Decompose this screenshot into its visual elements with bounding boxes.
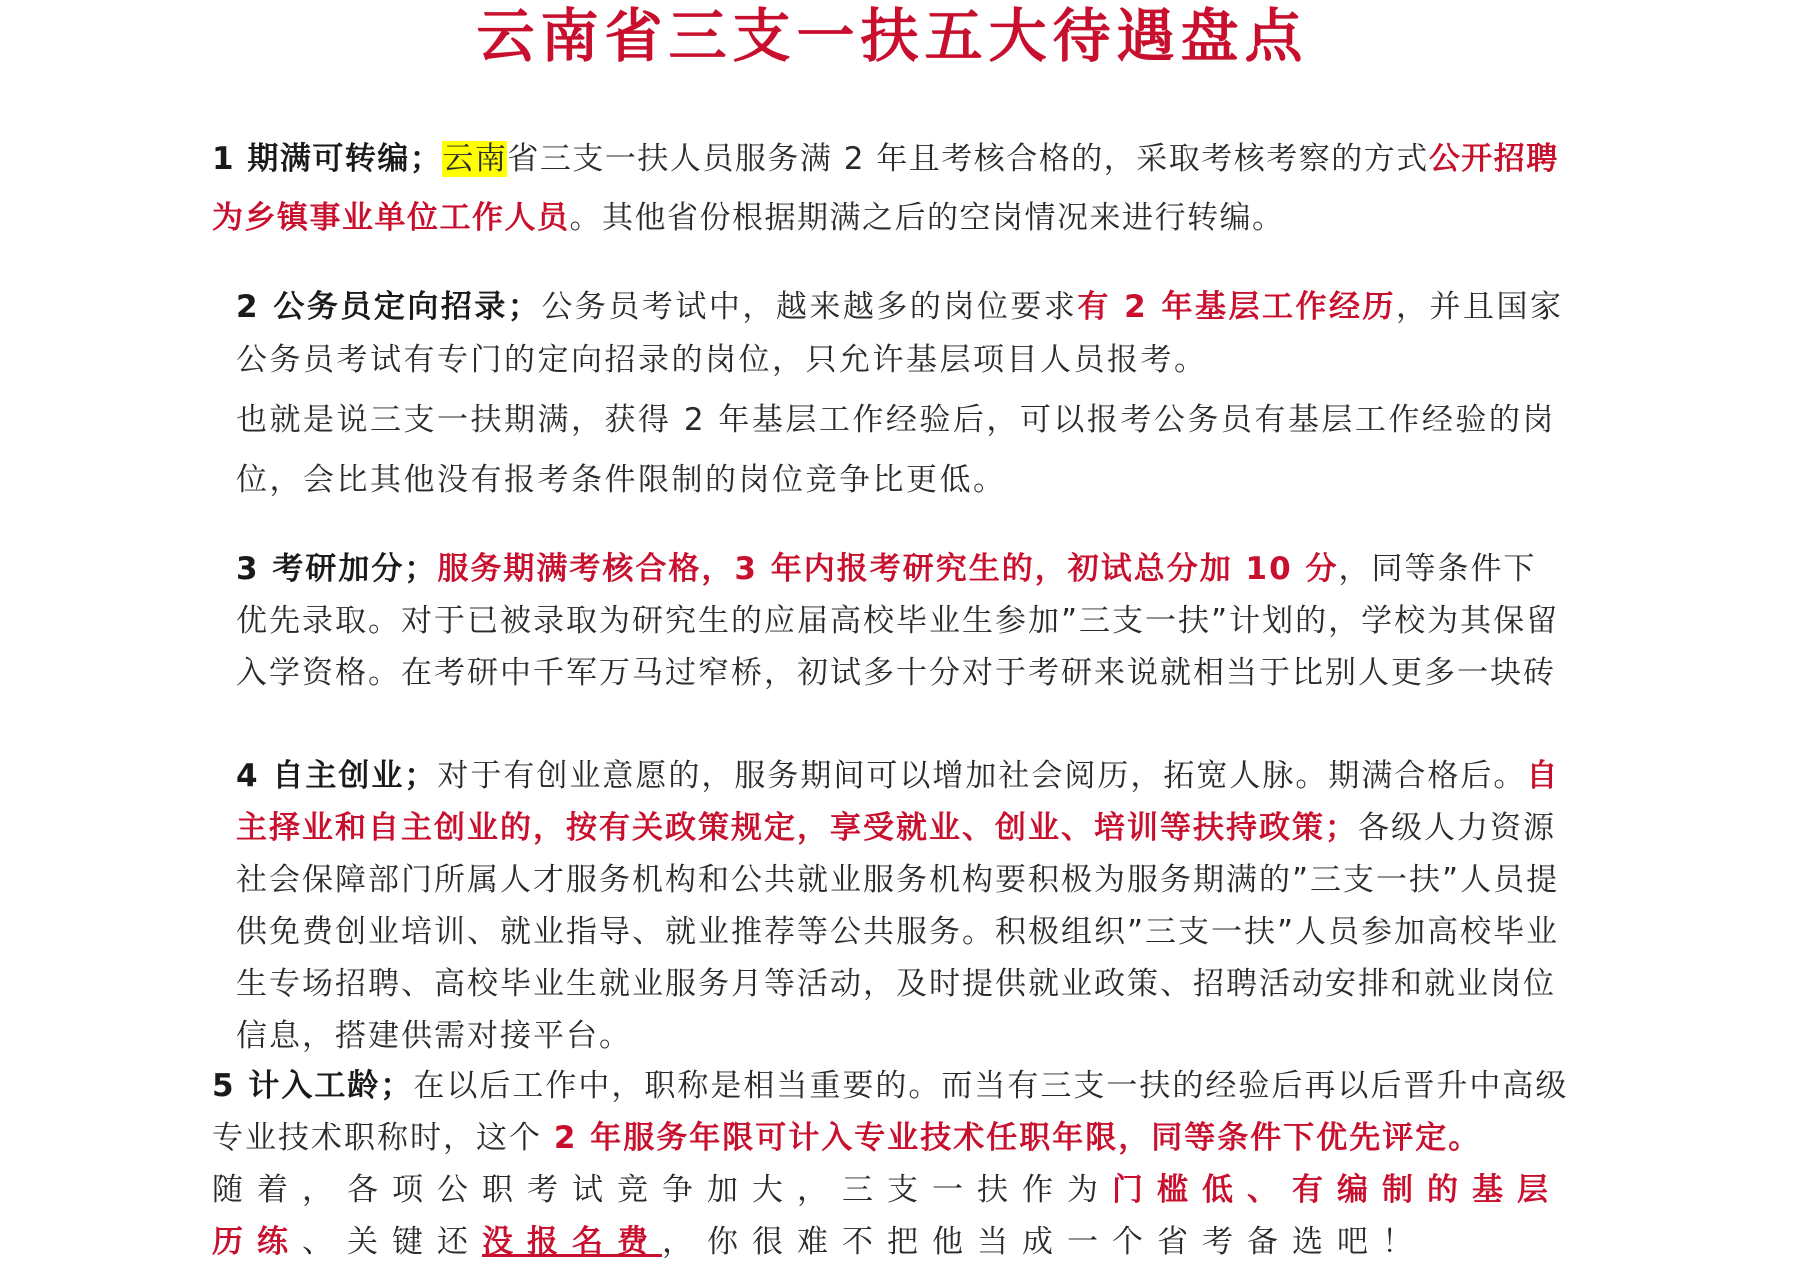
item-5-lead: 5 计入工龄； (212, 1068, 414, 1104)
item-1-text-2: 。其他省份根据期满之后的空岗情况来进行转编。 (569, 200, 1285, 236)
item-2-text-2: ，并且国家公务员考试有专门的定向招录的岗位，只允许基层项目人员报考。 (236, 289, 1564, 378)
item-2-red: 有 2 年基层工作经历 (1077, 289, 1397, 325)
item-1-text: 省三支一扶人员服务满 2 年且考核合格的，采取考核考察的方式 (507, 141, 1429, 177)
closing-red-underline: 没报名费 (482, 1224, 662, 1260)
page-title: 云南省三支一扶五大待遇盘点 (476, 2, 1309, 70)
item-1-red: 公开招聘为乡镇事业单位工作人员 (212, 141, 1559, 236)
item-5 (212, 1060, 1592, 1164)
closing-text-2: 、关键还 (302, 1224, 482, 1260)
item-1 (212, 130, 1562, 248)
item-1-highlight: 云南 (442, 141, 508, 177)
item-4-text: 对于有创业意愿的，服务期间可以增加社会阅历，拓宽人脉。期满合格后。 (437, 758, 1527, 794)
closing-text: 随着，各项公职考试竞争加大，三支一扶作为 (212, 1172, 1112, 1208)
item-2 (236, 281, 1566, 387)
item-3 (236, 543, 1566, 699)
item-3-red: 服务期满考核合格，3 年内报考研究生的，初试总分加 10 分 (437, 551, 1339, 587)
item-4 (236, 750, 1566, 1062)
closing-red: 门槛低、有编制的基层历练 (212, 1172, 1562, 1260)
item-1-lead: 1 期满可转编； (212, 141, 443, 177)
item-4-red: 自主择业和自主创业的，按有关政策规定，享受就业、创业、培训等扶持政策； (236, 758, 1560, 846)
item-2-text: 公务员考试中，越来越多的岗位要求 (541, 289, 1078, 325)
item-2-lead: 2 公务员定向招录； (236, 289, 542, 325)
closing-text-3: ，你很难不把他当成一个省考备选吧！ (662, 1224, 1427, 1260)
item-4-lead: 4 自主创业； (236, 758, 438, 794)
item-2-explanation: 也就是说三支一扶期满，获得 2 年基层工作经验后，可以报考公务员有基层工作经验的岗位，会比其他没有报考条件限制的岗位竞争比更低。 (236, 402, 1556, 498)
item-5-text: 在以后工作中，职称是相当重要的。而当有三支一扶的经验后再以后晋升中高级专业技术职称时，这个 (212, 1068, 1569, 1156)
item-3-lead: 3 考研加分； (236, 551, 438, 587)
closing-paragraph (212, 1164, 1592, 1268)
item-4-text-2: 各级人力资源社会保障部门所属人才服务机构和公共就业服务机构要积极为服务期满的”三支一扶”人员提供免费创业培训、就业指导、就业推荐等公共服务。积极组织”三支一扶”人员参加高校毕业生专场招聘、高校毕业生就业服务月等活动，及时提供就业政策、招聘活动安排和就业岗位信息，搭建供需对接平台。 (236, 810, 1560, 1054)
item-3-text: ，同等条件下优先录取。对于已被录取为研究生的应届高校毕业生参加”三支一扶”计划的，学校为其保留入学资格。在考研中千军万马过窄桥，初试多十分对于考研来说就相当于比别人更多一块砖 (236, 551, 1560, 691)
item-5-red: 2 年服务年限可计入专业技术任职年限，同等条件下优先评定。 (553, 1120, 1482, 1156)
